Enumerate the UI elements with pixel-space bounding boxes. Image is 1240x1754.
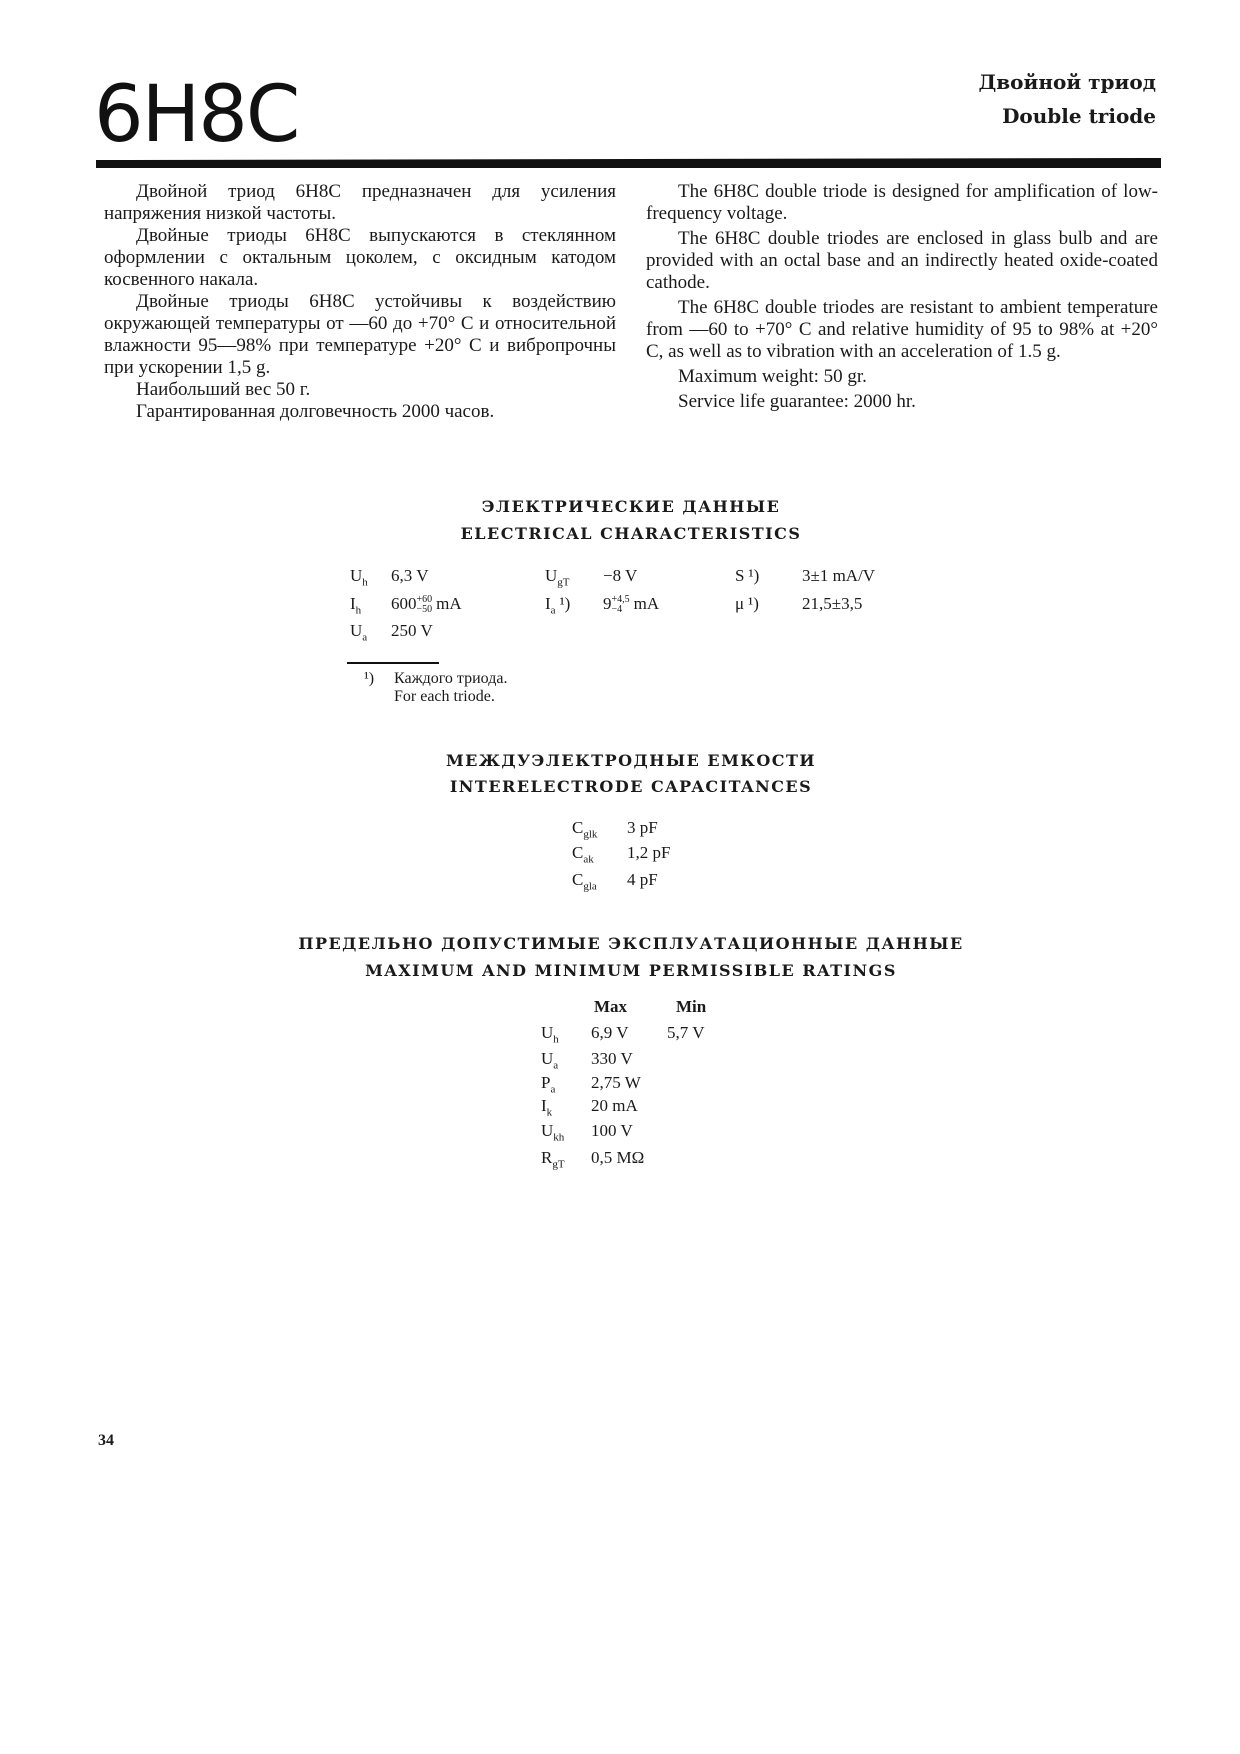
parameter-value xyxy=(802,566,875,586)
ratings-heading-ru: ПРЕДЕЛЬНО ДОПУСТИМЫЕ ЭКСПЛУАТАЦИОННЫЕ ДАННЫЕ xyxy=(298,934,964,953)
footnote-en: For each triode. xyxy=(394,688,495,705)
parameter-symbol xyxy=(541,1121,564,1143)
paragraph-ru: Наибольший вес 50 г. xyxy=(136,379,311,400)
paragraph-en: Service life guarantee: 2000 hr. xyxy=(678,391,916,412)
unit: mA xyxy=(436,594,462,613)
parameter-value xyxy=(627,843,670,863)
parameter-symbol xyxy=(545,566,570,588)
parameter-value xyxy=(627,870,658,890)
parameter-symbol xyxy=(572,870,597,892)
title-en: Double triode xyxy=(1002,104,1156,128)
symbol-subscript: gT xyxy=(557,576,570,589)
value: 2,75 W xyxy=(591,1073,641,1092)
value: 3±1 mA/V xyxy=(802,566,876,585)
parameter-value xyxy=(627,818,658,838)
tolerance xyxy=(612,595,630,615)
parameter-value xyxy=(591,1073,641,1093)
symbol-letter: I xyxy=(545,594,551,613)
intro-ru xyxy=(104,181,616,423)
parameter-symbol xyxy=(735,566,759,586)
symbol-subscript: gla xyxy=(583,880,597,893)
paragraph-en: The 6H8C double triodes are enclosed in glass bulb and are provided with an octal base and an indirectly heated oxide-coated cathode. xyxy=(646,228,1158,293)
tolerance-minus: −50 xyxy=(416,604,433,616)
symbol-letter: S xyxy=(735,566,745,585)
symbol-letter: U xyxy=(350,566,363,585)
parameter-value xyxy=(603,594,659,615)
parameter-symbol xyxy=(541,1073,555,1095)
symbol-subscript: a xyxy=(362,631,368,644)
value: 20 mA xyxy=(591,1096,638,1115)
parameter-value xyxy=(391,566,428,586)
capacitances-heading-ru: МЕЖДУЭЛЕКТРОДНЫЕ ЕМКОСТИ xyxy=(445,751,817,770)
electrical-heading-ru: ЭЛЕКТРИЧЕСКИЕ ДАННЫЕ xyxy=(481,497,781,516)
footnote-rule xyxy=(347,662,439,664)
unit: mA xyxy=(633,594,660,613)
footnote-ref: ¹) xyxy=(748,566,760,585)
parameter-value xyxy=(591,1148,644,1168)
parameter-symbol xyxy=(572,843,594,865)
symbol-subscript: h xyxy=(362,576,368,589)
parameter-value xyxy=(391,594,462,615)
symbol-letter: P xyxy=(541,1073,551,1092)
parameter-symbol xyxy=(541,1148,565,1170)
ratings-col-min: Min xyxy=(676,997,707,1016)
electrical-heading-en: ELECTRICAL CHARACTERISTICS xyxy=(460,524,802,543)
paragraph-en: Maximum weight: 50 gr. xyxy=(678,366,867,387)
tube-model-title: 6H8C xyxy=(94,70,299,160)
symbol-letter: U xyxy=(541,1121,554,1140)
value: 600 xyxy=(391,594,417,613)
symbol-subscript: a xyxy=(553,1059,559,1072)
symbol-letter: C xyxy=(572,870,584,889)
value: 3 pF xyxy=(627,818,658,837)
symbol-letter: μ xyxy=(735,594,745,613)
footnote-ref: ¹) xyxy=(748,594,759,613)
symbol-subscript: a xyxy=(550,604,556,617)
parameter-symbol xyxy=(541,1049,558,1071)
value: 4 pF xyxy=(627,870,658,889)
value: 9 xyxy=(603,594,612,613)
parameter-value xyxy=(603,566,637,586)
value: −8 V xyxy=(603,566,638,585)
parameter-symbol xyxy=(541,1096,552,1118)
parameter-symbol xyxy=(545,594,570,616)
parameter-value xyxy=(391,621,433,641)
footnote-ref: ¹) xyxy=(559,594,571,613)
symbol-subscript: gT xyxy=(552,1158,565,1171)
value: 1,2 pF xyxy=(627,843,671,862)
ratings-col-max: Max xyxy=(594,997,628,1016)
parameter-symbol xyxy=(735,594,759,614)
symbol-letter: R xyxy=(541,1148,553,1167)
parameter-symbol xyxy=(350,621,367,643)
value: 0,5 MΩ xyxy=(591,1148,645,1167)
parameter-value xyxy=(591,1049,633,1069)
symbol-letter: U xyxy=(545,566,558,585)
paragraph-ru: Двойной триод 6H8C предназначен для усиления напряжения низкой частоты. xyxy=(104,181,616,224)
rating-min: 5,7 V xyxy=(667,1023,705,1042)
tolerance-plus: +60 xyxy=(416,594,433,606)
value: 330 V xyxy=(591,1049,633,1068)
symbol-subscript: glk xyxy=(583,828,598,841)
tolerance-plus: +4,5 xyxy=(611,594,630,606)
parameter-value xyxy=(591,1096,638,1116)
symbol-subscript: kh xyxy=(553,1131,565,1144)
value: 250 V xyxy=(391,621,433,640)
symbol-letter: C xyxy=(572,843,584,862)
symbol-subscript: ak xyxy=(583,853,594,866)
symbol-letter: U xyxy=(541,1023,554,1042)
paragraph-en: The 6H8C double triode is designed for amplification of low-frequency voltage. xyxy=(646,181,1158,224)
symbol-letter: U xyxy=(541,1049,554,1068)
value: 100 V xyxy=(591,1121,633,1140)
tolerance xyxy=(417,595,433,615)
parameter-symbol xyxy=(350,594,361,616)
parameter-value xyxy=(802,594,862,614)
footnote-ru: Каждого триода. xyxy=(394,670,508,687)
value: 6,3 V xyxy=(391,566,429,585)
symbol-letter: C xyxy=(572,818,584,837)
symbol-letter: I xyxy=(541,1096,547,1115)
symbol-letter: I xyxy=(350,594,356,613)
footnote-mark: ¹) xyxy=(364,670,375,687)
symbol-subscript: h xyxy=(553,1033,559,1046)
paragraph-ru: Гарантированная долговечность 2000 часов. xyxy=(136,401,495,422)
paragraph-ru: Двойные триоды 6H8C устойчивы к воздействию окружающей температуры от —60 до +70° C и относительной влажности 95—98% при температуре +20° C и вибропрочны при ускорении 1,5 g. xyxy=(104,291,616,378)
paragraph-ru: Двойные триоды 6H8C выпускаются в стеклянном оформлении с октальным цоколем, с оксидным катодом косвенного накала. xyxy=(104,225,616,290)
intro-en xyxy=(646,181,1158,416)
paragraph-en: The 6H8C double triodes are resistant to ambient temperature from —60 to +70° C and relative humidity of 95 to 98% at +20° C, as well as to vibration with an acceleration of 1.5 g. xyxy=(646,297,1158,362)
title-ru: Двойной триод xyxy=(978,70,1156,94)
symbol-subscript: a xyxy=(550,1083,556,1096)
symbol-letter: U xyxy=(350,621,363,640)
value: 21,5±3,5 xyxy=(802,594,863,613)
page-number: 34 xyxy=(98,1432,114,1449)
ratings-heading-en: MAXIMUM AND MINIMUM PERMISSIBLE RATINGS xyxy=(365,961,897,980)
capacitances-heading-en: INTERELECTRODE CAPACITANCES xyxy=(449,777,813,796)
value: 6,9 V xyxy=(591,1023,629,1042)
symbol-subscript: h xyxy=(355,604,362,617)
symbol-subscript: k xyxy=(546,1106,553,1119)
parameter-symbol xyxy=(541,1023,559,1045)
tolerance-minus: −4 xyxy=(611,604,623,616)
parameter-symbol xyxy=(572,818,597,840)
parameter-value xyxy=(591,1023,628,1043)
parameter-symbol xyxy=(350,566,368,588)
parameter-value xyxy=(591,1121,633,1141)
